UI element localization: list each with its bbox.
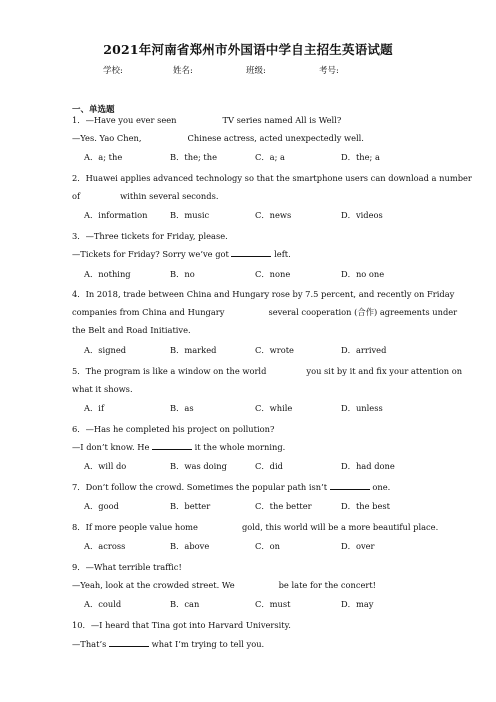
question-line — [72, 561, 182, 573]
question-line — [72, 441, 285, 453]
question-line — [72, 190, 218, 202]
answer-option: B．marked — [170, 345, 217, 355]
answer-option: C．did — [255, 461, 283, 471]
question-text-tail: Chinese actress, acted unexpectedly well. — [187, 133, 364, 143]
answer-option: D．the best — [341, 501, 390, 511]
question-text: of — [72, 191, 81, 201]
answer-option: C．must — [255, 599, 291, 609]
class-label: 班级: — [246, 66, 266, 76]
question-line — [72, 230, 228, 242]
answer-option: A．across — [84, 541, 126, 551]
question-line — [72, 306, 457, 318]
question-text: what it shows. — [72, 384, 133, 394]
answer-option: D．may — [341, 599, 374, 609]
answer-option: A．signed — [84, 345, 127, 355]
question-line — [72, 383, 133, 395]
question-text-tail: it the whole morning. — [194, 442, 286, 452]
answer-option: C．news — [255, 210, 292, 220]
answer-blank — [152, 441, 192, 450]
question-line — [72, 521, 438, 533]
answer-option: C．none — [255, 269, 291, 279]
answer-option: D．arrived — [341, 345, 387, 355]
question-text: 7．Don’t follow the crowd. Sometimes the popular path isn’t — [72, 482, 328, 492]
question-text: 8．If more people value home — [72, 522, 198, 532]
answer-option: D．over — [341, 541, 375, 551]
question-text: 6．—Has he completed his project on pollution? — [72, 424, 275, 434]
question-text: —Yeah, look at the crowded street. We — [72, 580, 235, 590]
answer-option: A．will do — [84, 461, 127, 471]
question-line — [72, 423, 274, 435]
question-line — [72, 638, 264, 650]
answer-option: C．wrote — [255, 345, 294, 355]
question-text-tail: left. — [274, 249, 291, 259]
question-text-tail: several cooperation (合作) agreements under — [268, 307, 458, 317]
question-line — [72, 481, 390, 493]
question-text: —That’s — [72, 639, 107, 649]
question-line — [72, 288, 454, 300]
question-text: 1．—Have you ever seen — [72, 115, 177, 125]
question-line — [72, 114, 341, 126]
answer-option: B．was doing — [170, 461, 227, 471]
answer-option: D．unless — [341, 403, 383, 413]
name-label: 姓名: — [173, 66, 193, 76]
question-line — [72, 579, 376, 591]
answer-option: A．a; the — [84, 152, 123, 162]
answer-option: A．information — [84, 210, 148, 220]
answer-blank — [330, 481, 370, 490]
section-heading: 一、单选题 — [72, 105, 115, 115]
question-text: —Tickets for Friday? Sorry we’ve got — [72, 249, 229, 259]
question-text: —Yes. Yao Chen, — [72, 133, 142, 143]
answer-option: C．on — [255, 541, 280, 551]
question-text: 10．—I heard that Tina got into Harvard University. — [72, 620, 291, 630]
question-text-tail: what I’m trying to tell you. — [151, 639, 265, 649]
answer-option: C．the better — [255, 501, 312, 511]
answer-option: B．can — [170, 599, 200, 609]
answer-option: B．above — [170, 541, 210, 551]
question-line — [72, 172, 472, 184]
question-text: companies from China and Hungary — [72, 307, 225, 317]
answer-option: D．the; a — [341, 152, 380, 162]
question-text-tail: gold, this world will be a more beautiful place. — [241, 522, 439, 532]
answer-option: B．better — [170, 501, 211, 511]
answer-option: A．if — [84, 403, 105, 413]
question-line — [72, 324, 191, 336]
question-text-tail: be late for the concert! — [278, 580, 377, 590]
question-text: 4．In 2018, trade between China and Hungary rose by 7.5 percent, and recently on Friday — [72, 289, 455, 299]
question-line — [72, 248, 291, 260]
answer-option: D．videos — [341, 210, 383, 220]
question-line — [72, 132, 364, 144]
school-label: 学校: — [103, 66, 123, 76]
answer-option: B．music — [170, 210, 210, 220]
answer-option: C．a; a — [255, 152, 285, 162]
answer-option: B．the; the — [170, 152, 218, 162]
question-text: 3．—Three tickets for Friday, please. — [72, 231, 228, 241]
number-label: 考号: — [319, 66, 339, 76]
question-text-tail: one. — [372, 482, 391, 492]
question-text: —I don’t know. He — [72, 442, 150, 452]
answer-option: A．could — [84, 599, 122, 609]
answer-option: D．no one — [341, 269, 385, 279]
answer-option: A．nothing — [84, 269, 131, 279]
answer-option: B．no — [170, 269, 195, 279]
answer-option: D．had done — [341, 461, 395, 471]
question-text-tail: TV series named All is Well? — [222, 115, 342, 125]
answer-blank — [231, 248, 271, 257]
page-title: 2021年河南省郑州市外国语中学自主招生英语试题 — [103, 42, 393, 57]
question-text: 5．The program is like a window on the world — [72, 366, 267, 376]
answer-option: A．good — [84, 501, 119, 511]
question-text-tail: you sit by it and fix your attention on — [306, 366, 463, 376]
question-text: 2．Huawei applies advanced technology so that the smartphone users can download a number — [72, 173, 472, 183]
answer-blank — [109, 638, 149, 647]
answer-option: B．as — [170, 403, 194, 413]
question-text: 9．—What terrible traffic! — [72, 562, 182, 572]
question-line — [72, 365, 462, 377]
answer-option: C．while — [255, 403, 293, 413]
question-line — [72, 619, 291, 631]
question-text-tail: within several seconds. — [120, 191, 219, 201]
question-text: the Belt and Road Initiative. — [72, 325, 191, 335]
